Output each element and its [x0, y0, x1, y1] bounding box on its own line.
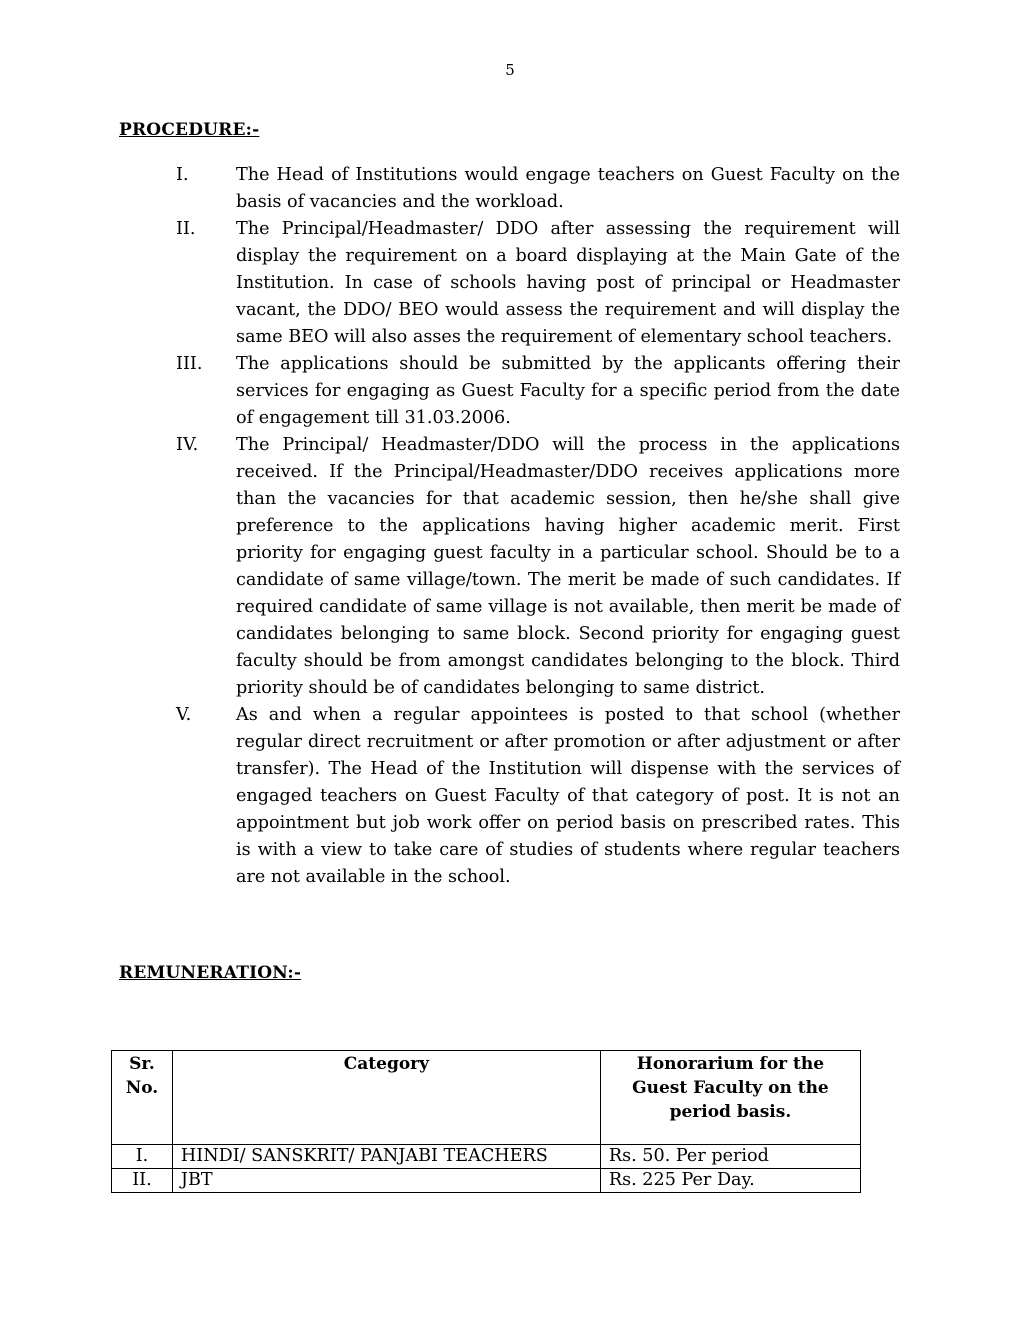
cell-honorarium: Rs. 50. Per period — [600, 1145, 860, 1169]
cell-category: HINDI/ SANSKRIT/ PANJABI TEACHERS — [172, 1145, 600, 1169]
procedure-heading: PROCEDURE:- — [119, 120, 260, 140]
remuneration-heading: REMUNERATION:- — [119, 963, 302, 983]
remuneration-table — [111, 1050, 861, 1193]
procedure-item-number: I. — [176, 165, 189, 185]
procedure-item-text: The applications should be submitted by the applicants offering their services for engaging as Guest Faculty for a specific period from the date of engagement till 31.03.2006. — [236, 354, 900, 428]
cell-honorarium: Rs. 225 Per Day. — [600, 1169, 860, 1193]
table-row — [112, 1169, 861, 1193]
page-number: 5 — [505, 61, 515, 79]
cell-sr-no: II. — [112, 1169, 173, 1193]
procedure-item-number: II. — [176, 219, 196, 239]
procedure-item-text: The Principal/ Headmaster/DDO will the process in the applications received. If the Principal/Headmaster/DDO receives applications more than the vacancies for that academic session, then he/she shall give preference to the applications having higher academic merit. First priority for engaging guest faculty in a particular school. Should be to a candidate of same village/town. The merit be made of such candidates. If required candidate of same village is not available, then merit be made of candidates belonging to same block. Second priority for engaging guest faculty should be from amongst candidates belonging to the block. Third priority should be of candidates belonging to same district. — [236, 435, 900, 698]
procedure-item-text: The Principal/Headmaster/ DDO after assessing the requirement will display the requirement on a board displaying at the Main Gate of the Institution. In case of schools having post of principal or Headmaster vacant, the DDO/ BEO would assess the requirement and will display the same BEO will also asses the requirement of elementary school teachers. — [236, 219, 900, 347]
header-honorarium: Honorarium for the Guest Faculty on the period basis. — [600, 1051, 860, 1145]
procedure-item — [176, 432, 900, 702]
procedure-item — [176, 162, 900, 216]
cell-sr-no: I. — [112, 1145, 173, 1169]
procedure-item-text: As and when a regular appointees is posted to that school (whether regular direct recruitment or after promotion or after adjustment or after transfer). The Head of the Institution will dispense with the services of engaged teachers on Guest Faculty of that category of post. It is not an appointment but job work offer on period basis on prescribed rates. This is with a view to take care of studies of students where regular teachers are not available in the school. — [236, 705, 900, 887]
header-category: Category — [172, 1051, 600, 1145]
table-row — [112, 1145, 861, 1169]
procedure-list — [176, 162, 900, 891]
table-header-row — [112, 1051, 861, 1145]
procedure-item — [176, 351, 900, 432]
procedure-item-number: IV. — [176, 435, 199, 455]
procedure-item — [176, 216, 900, 351]
procedure-item-number: V. — [176, 705, 192, 725]
procedure-item-text: The Head of Institutions would engage teachers on Guest Faculty on the basis of vacancies and the workload. — [236, 165, 900, 212]
header-sr-no: Sr. No. — [112, 1051, 173, 1145]
cell-category: JBT — [172, 1169, 600, 1193]
procedure-item-number: III. — [176, 354, 203, 374]
procedure-item — [176, 702, 900, 891]
